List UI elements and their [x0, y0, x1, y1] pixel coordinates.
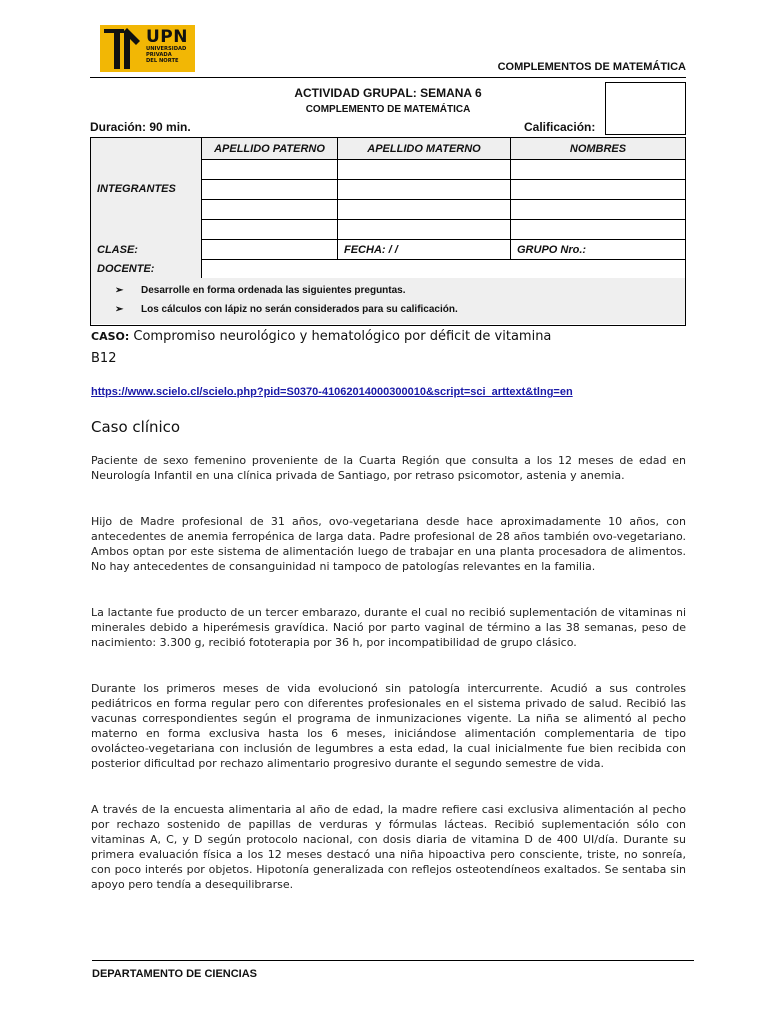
case-title: Compromiso neurológico y hematológico por déficit de vitamina: [133, 329, 552, 344]
integrantes-label: INTEGRANTES: [97, 182, 176, 195]
paragraph: Paciente de sexo femenino proveniente de la Cuarta Región que consulta a los 12 meses de edad en Neurología Infantil en una clínica privada de Santiago, por retraso psicomotor, astenia y anemia.: [91, 454, 686, 482]
input-cell[interactable]: [511, 180, 686, 200]
docente-input[interactable]: [202, 260, 686, 280]
grade-box: [605, 82, 686, 135]
input-cell[interactable]: [338, 180, 511, 200]
paragraph: A través de la encuesta alimentaria al año de edad, la madre refiere casi exclusiva alimentación al pecho por rechazo sostenido de papillas de verduras y fórmulas lácteas. Recibió suplementación sólo con vitaminas A, C, y D según protocolo nacional, con dosis diaria de vitamina D de 400 UI/día. Durante su primera evaluación física a los 12 meses destacó una niña hipoactiva pero consciente, triste, no sonreía, con poco interés por objetos. Hipotonía generalizada con reflejos osteotendíneos exaltados. Se sentaba sin apoyo pero tendía a desequilibrarse.: [91, 803, 686, 891]
page-subtitle: COMPLEMENTO DE MATEMÁTICA: [305, 104, 471, 115]
clase-input[interactable]: [202, 240, 338, 260]
duration-label: Duración: 90 min.: [90, 120, 191, 134]
footer-department: DEPARTAMENTO DE CIENCIAS: [92, 968, 258, 980]
input-cell[interactable]: [338, 220, 511, 240]
input-cell[interactable]: [202, 200, 338, 220]
header-course-title: COMPLEMENTOS DE MATEMÁTICA: [497, 61, 686, 73]
paragraph: Durante los primeros meses de vida evolucionó sin patología intercurrente. Acudió a sus controles pediátricos en forma regular pero con diferentes profesionales en el sistema privado de salud. Recibió las vacunas correspondientes según el programa de inmunizaciones vigente. La niña se alimentó al pecho materno en forma exclusiva hasta los 6 meses, iniciándose alimentación complementaria de tipo ovolácteo-vegetariana con inclusión de legumbres a esta edad, la cual inicialmente fue bien recibida con posterior dificultad por rechazo alimentario progresivo durante el segundo semestre de vida.: [91, 682, 686, 770]
instruction-text: Los cálculos con lápiz no serán considerados para su calificación.: [141, 304, 458, 315]
reference-link[interactable]: https://www.scielo.cl/scielo.php?pid=S0370-41062014000300010&script=sci_arttext&tlng=en: [91, 386, 573, 398]
grupo-label: GRUPO Nro.:: [511, 240, 686, 260]
page-title: ACTIVIDAD GRUPAL: SEMANA 6: [294, 86, 482, 100]
input-cell[interactable]: [338, 200, 511, 220]
logo-main-text: UPN: [146, 27, 188, 47]
integrantes-cell: [91, 138, 202, 240]
instruction-item: [115, 285, 406, 296]
instructions-box: [91, 278, 685, 324]
docente-label: DOCENTE:: [91, 260, 202, 280]
input-cell[interactable]: [202, 180, 338, 200]
input-cell[interactable]: [511, 200, 686, 220]
instruction-text: Desarrolle en forma ordenada las siguientes preguntas.: [141, 285, 406, 296]
col-apellido-materno: APELLIDO MATERNO: [338, 138, 511, 160]
logo-sub-line: DEL NORTE: [146, 58, 179, 64]
arrow-bullet-icon: ➢: [115, 285, 124, 296]
logo-text: [146, 28, 193, 64]
col-apellido-paterno: APELLIDO PATERNO: [202, 138, 338, 160]
paragraph: Hijo de Madre profesional de 31 años, ovo-vegetariana desde hace aproximadamente 10 años, con antecedentes de anemia ferropénica de larga data. Padre profesional de 28 años también ovo-vegetariano. Ambos optan por este sistema de alimentación luego de trabajar en una planta procesadora de alimentos. No hay antecedentes de consanguinidad ni tampoco de patologías relevantes en la familia.: [91, 515, 686, 573]
col-nombres: NOMBRES: [511, 138, 686, 160]
arrow-bullet-icon: ➢: [115, 304, 124, 315]
case-label: CASO:: [91, 330, 130, 343]
grade-label: Calificación:: [524, 120, 596, 134]
fecha-label: FECHA: / /: [338, 240, 511, 260]
logo-sub-line: PRIVADA: [146, 52, 172, 58]
paragraph: La lactante fue producto de un tercer embarazo, durante el cual no recibió suplementación de vitaminas ni minerales debido a hiperémesis gravídica. Nació por parto vaginal de término a las 38 semanas, peso de nacimiento: 3.300 g, recibió fototerapia por 36 h, por incompatibilidad de grupo clásico.: [91, 606, 686, 649]
input-cell[interactable]: [511, 160, 686, 180]
group-info-table: [90, 137, 686, 280]
header-divider: [90, 77, 686, 78]
input-cell[interactable]: [202, 220, 338, 240]
upn-mark-icon: [100, 25, 144, 72]
clase-label: CLASE:: [91, 240, 202, 260]
section-title: Caso clínico: [91, 418, 181, 436]
input-cell[interactable]: [202, 160, 338, 180]
case-title-cont: B12: [91, 351, 117, 366]
footer-divider: [92, 960, 694, 961]
instruction-item: [115, 304, 458, 315]
university-logo: [100, 25, 195, 72]
input-cell[interactable]: [338, 160, 511, 180]
logo-sub-line: UNIVERSIDAD: [146, 46, 187, 52]
case-heading: [91, 326, 686, 370]
input-cell[interactable]: [511, 220, 686, 240]
